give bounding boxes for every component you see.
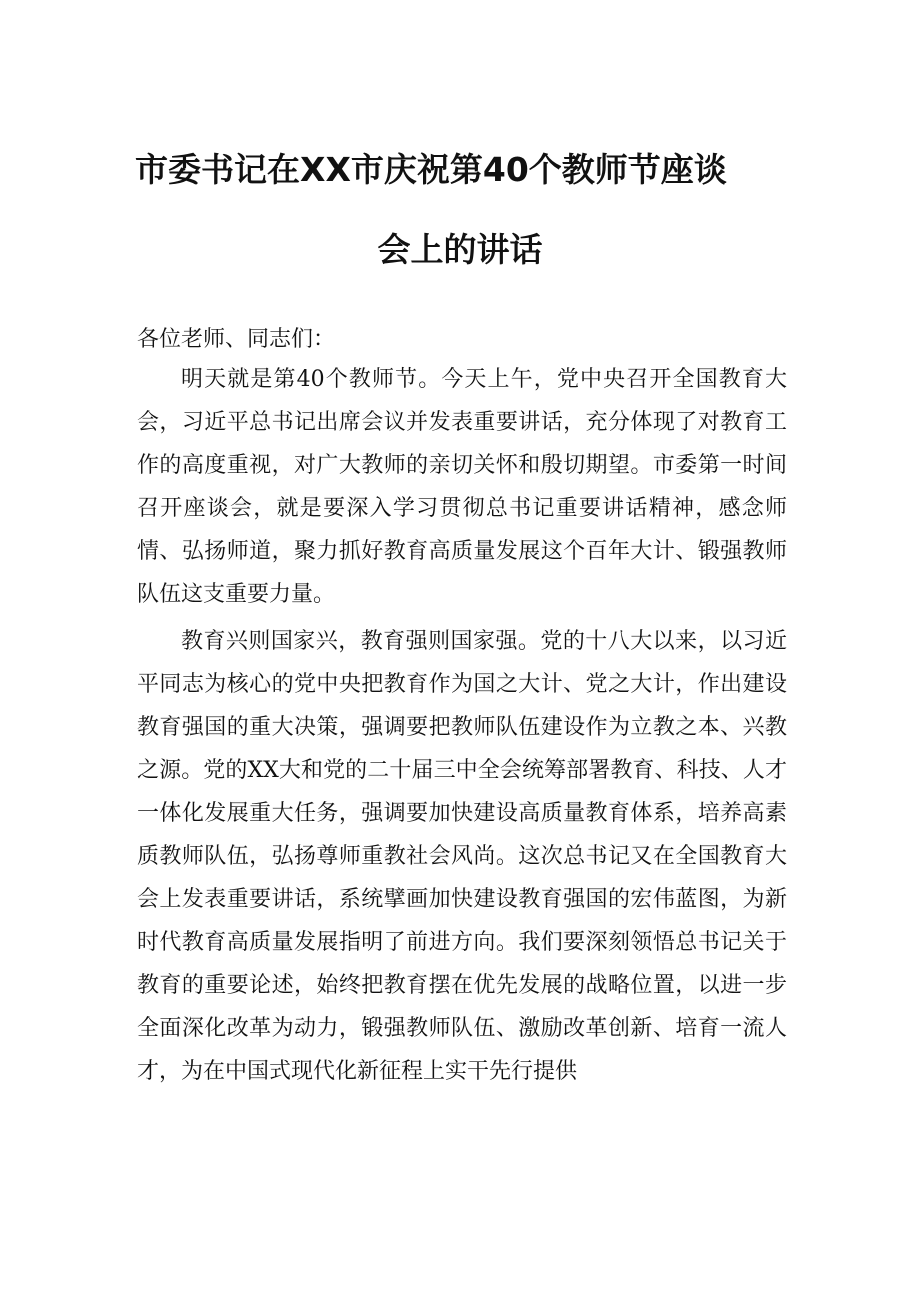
salutation: 各位老师、同志们： [137, 327, 336, 352]
document-title-line-2: 会上的讲话 [377, 230, 543, 269]
document-title-line-1: 市委书记在XX市庆祝第40个教师节座谈 [135, 150, 727, 189]
paragraph-1: 明天就是第40个教师节。今天上午，党中央召开全国教育大会，习近平总书记出席会议并发表重要讲话，充分体现了对教育工作的高度重视，对广大教师的亲切关怀和殷切期望。市委第一时间召开座谈会，就是要深入学习贯彻总书记重要讲话精神，感念师情、弘扬师道，聚力抓好教育高质量发展这个百年大计、锻强教师队伍这支重要力量。 [137, 367, 787, 607]
paragraph-2: 教育兴则国家兴，教育强则国家强。党的十八大以来，以习近平同志为核心的党中央把教育作为国之大计、党之大计，作出建设教育强国的重大决策，强调要把教师队伍建设作为立教之本、兴教之源。党的XX大和党的二十届三中全会统筹部署教育、科技、人才一体化发展重大任务，强调要加快建设高质量教育体系，培养高素质教师队伍，弘扬尊师重教社会风尚。这次总书记又在全国教育大会上发表重要讲话，系统擘画加快建设教育强国的宏伟蓝图，为新时代教育高质量发展指明了前进方向。我们要深刻领悟总书记关于教育的重要论述，始终把教育摆在优先发展的战略位置，以进一步全面深化改革为动力，锻强教师队伍、激励改革创新、培育一流人才，为在中国式现代化新征程上实干先行提供 [137, 629, 787, 1084]
